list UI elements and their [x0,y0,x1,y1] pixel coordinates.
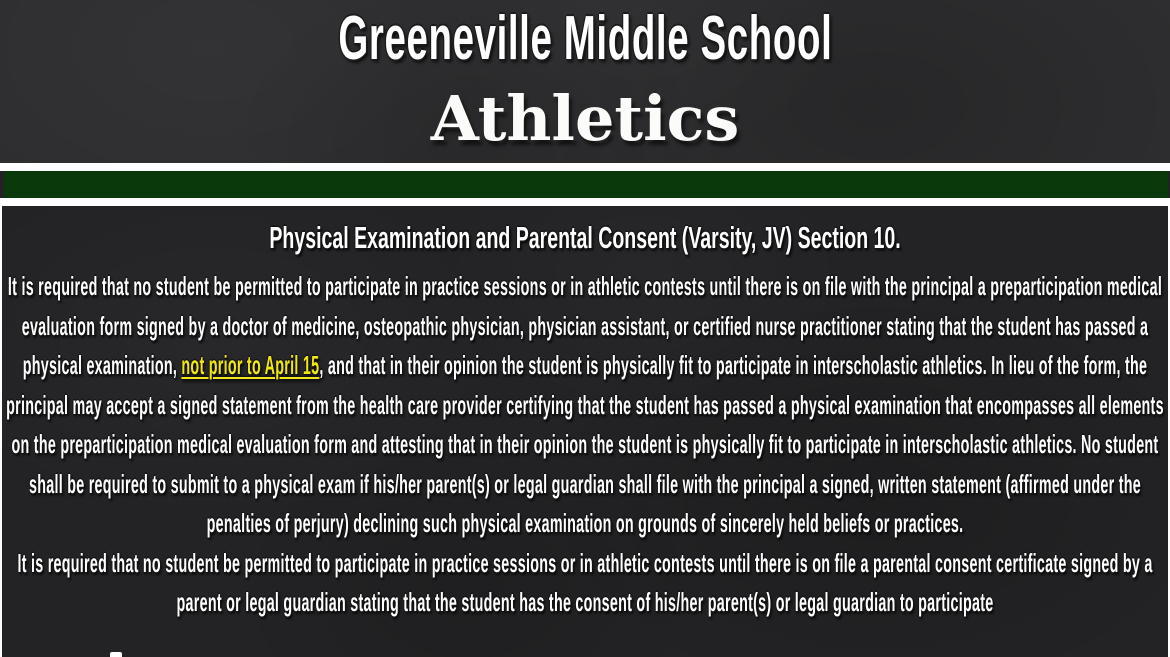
divider-white-top [0,163,1170,171]
highlight-not-prior-to-april-15: not prior to April 15 [181,350,320,380]
paragraph-parental-consent: It is required that no student be permitted to participate in practice sessions or in athletic contests until there is on file a parental consent certificate signed by a parent or legal guardian stating that the student has the consent of his/her parent(s) or legal guardian to participate [17,547,1153,617]
paragraph1-trail-text: , and that in their opinion the student is physically fit to participate in interscholastic athletics. In lieu of the form, the principal may accept a signed statement from the health care provider certifying that the student has passed a physical examination that encompasses all elements on the preparticipation medical evaluation form and attesting that in their opinion the student is physically fit to participate in interscholastic athletics. No student shall be required to submit to a physical exam if his/her parent(s) or legal guardian shall file with the principal a signed, written statement (affirmed under the penalties of perjury) declining such physical examination on grounds of sincerely held beliefs or practices. [6,350,1164,538]
paragraph-physical-examination [2,267,1168,544]
body-text-block [2,267,1168,623]
title-band [0,0,1170,163]
divider-white-bottom [0,198,1170,206]
athletics-title: Athletics [430,82,740,155]
school-name-title [0,4,1170,76]
school-name-text: Greeneville Middle School [337,4,832,73]
bottom-left-white-mark [110,652,122,657]
paragraph1-lead-text: It is required that no student be permitted to participate in practice sessions or in athletic contests until there is on file with the principal a preparticipation medical evaluation form signed by a doctor of medicine, osteopathic physician, physician assistant, or certified nurse practitioner stating that the student has passed a physical examination, [7,271,1163,380]
divider-green-bar [4,171,1168,198]
content-area [0,206,1170,657]
section-heading-text: Physical Examination and Parental Consent (Varsity, JV) Section 10. [269,220,901,255]
section-heading [2,220,1168,259]
